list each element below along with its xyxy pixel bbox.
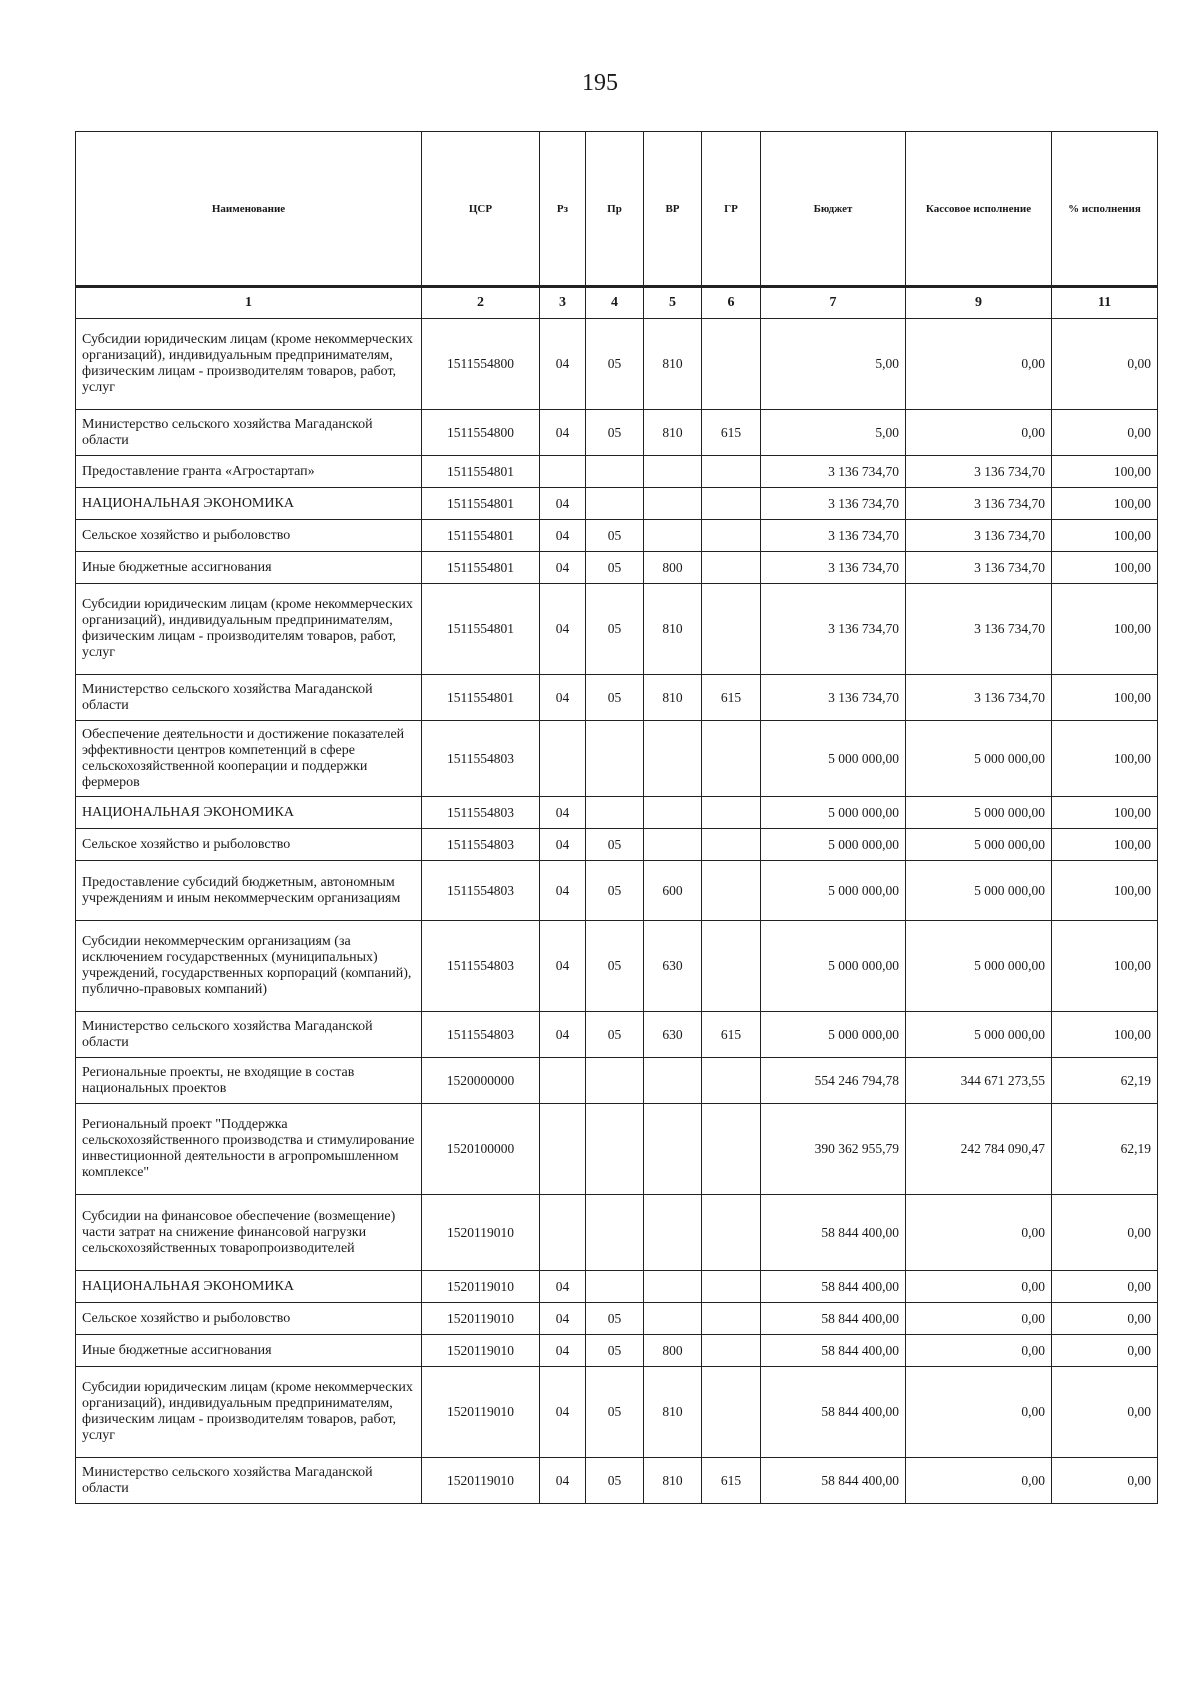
cell-cash: 5 000 000,00: [906, 921, 1052, 1012]
cell-percent: 0,00: [1052, 410, 1158, 456]
header-vr: ВР: [644, 132, 702, 287]
cell-csr: 1511554803: [422, 721, 540, 797]
cell-percent: 0,00: [1052, 1271, 1158, 1303]
header-pr: Пр: [586, 132, 644, 287]
cell-pr: 05: [586, 520, 644, 552]
header-rz: Рз: [540, 132, 586, 287]
cell-budget: 5,00: [761, 410, 906, 456]
cell-csr: 1520119010: [422, 1458, 540, 1504]
budget-execution-table: [75, 131, 1158, 1504]
cell-csr: 1511554801: [422, 456, 540, 488]
cell-rz: 04: [540, 829, 586, 861]
table-row: [76, 861, 1158, 921]
column-header-row: [76, 132, 1158, 287]
cell-cash: 0,00: [906, 1335, 1052, 1367]
cell-cash: 0,00: [906, 1195, 1052, 1271]
table-row: [76, 520, 1158, 552]
cell-cash: 0,00: [906, 319, 1052, 410]
cell-name: Сельское хозяйство и рыболовство: [76, 829, 422, 861]
column-number: 1: [76, 287, 422, 319]
cell-pr: [586, 1104, 644, 1195]
cell-gr: [702, 1335, 761, 1367]
cell-name: Региональный проект "Поддержка сельскохозяйственного производства и стимулирование инвестиционной деятельности в агропромышленном комплексе": [76, 1104, 422, 1195]
cell-gr: [702, 1058, 761, 1104]
cell-vr: [644, 456, 702, 488]
cell-rz: 04: [540, 797, 586, 829]
cell-gr: 615: [702, 410, 761, 456]
table-row: [76, 488, 1158, 520]
cell-csr: 1511554800: [422, 410, 540, 456]
cell-csr: 1511554801: [422, 552, 540, 584]
cell-budget: 3 136 734,70: [761, 552, 906, 584]
table-row: [76, 1367, 1158, 1458]
cell-budget: 3 136 734,70: [761, 456, 906, 488]
table-row: [76, 584, 1158, 675]
cell-percent: 62,19: [1052, 1104, 1158, 1195]
cell-rz: 04: [540, 1271, 586, 1303]
cell-rz: 04: [540, 1458, 586, 1504]
cell-rz: 04: [540, 1303, 586, 1335]
cell-name: Региональные проекты, не входящие в состав национальных проектов: [76, 1058, 422, 1104]
cell-cash: 344 671 273,55: [906, 1058, 1052, 1104]
cell-percent: 62,19: [1052, 1058, 1158, 1104]
cell-budget: 3 136 734,70: [761, 488, 906, 520]
cell-gr: [702, 861, 761, 921]
cell-vr: 630: [644, 921, 702, 1012]
cell-vr: [644, 1195, 702, 1271]
column-number: 4: [586, 287, 644, 319]
cell-cash: 242 784 090,47: [906, 1104, 1052, 1195]
cell-rz: [540, 721, 586, 797]
cell-vr: [644, 520, 702, 552]
cell-pr: 05: [586, 1012, 644, 1058]
cell-pr: 05: [586, 921, 644, 1012]
cell-cash: 3 136 734,70: [906, 520, 1052, 552]
cell-gr: [702, 456, 761, 488]
cell-gr: [702, 829, 761, 861]
cell-gr: [702, 721, 761, 797]
cell-vr: 630: [644, 1012, 702, 1058]
table-row: [76, 1195, 1158, 1271]
cell-budget: 5 000 000,00: [761, 1012, 906, 1058]
cell-name: Обеспечение деятельности и достижение показателей эффективности центров компетенций в сфере сельскохозяйственной кооперации и поддержки фермеров: [76, 721, 422, 797]
cell-csr: 1520119010: [422, 1303, 540, 1335]
table-body: [76, 319, 1158, 1504]
cell-gr: [702, 520, 761, 552]
cell-name: Субсидии юридическим лицам (кроме некоммерческих организаций), индивидуальным предпринимателям, физическим лицам - производителям товаров, работ, услуг: [76, 319, 422, 410]
cell-budget: 554 246 794,78: [761, 1058, 906, 1104]
cell-vr: 810: [644, 410, 702, 456]
cell-rz: [540, 1058, 586, 1104]
cell-pr: [586, 488, 644, 520]
cell-gr: [702, 1104, 761, 1195]
cell-rz: 04: [540, 861, 586, 921]
cell-csr: 1511554803: [422, 829, 540, 861]
table-row: [76, 797, 1158, 829]
cell-percent: 100,00: [1052, 488, 1158, 520]
cell-cash: 3 136 734,70: [906, 584, 1052, 675]
cell-name: Субсидии некоммерческим организациям (за исключением государственных (муниципальных) учреждений, государственных корпораций (компаний), публично-правовых компаний): [76, 921, 422, 1012]
cell-cash: 5 000 000,00: [906, 721, 1052, 797]
cell-percent: 100,00: [1052, 829, 1158, 861]
cell-vr: 810: [644, 675, 702, 721]
cell-cash: 3 136 734,70: [906, 488, 1052, 520]
cell-cash: 0,00: [906, 1303, 1052, 1335]
cell-csr: 1511554801: [422, 488, 540, 520]
cell-rz: 04: [540, 319, 586, 410]
cell-rz: 04: [540, 584, 586, 675]
cell-name: Иные бюджетные ассигнования: [76, 552, 422, 584]
cell-name: Министерство сельского хозяйства Магаданской области: [76, 1012, 422, 1058]
cell-budget: 5 000 000,00: [761, 861, 906, 921]
cell-vr: [644, 1271, 702, 1303]
cell-pr: 05: [586, 829, 644, 861]
cell-budget: 3 136 734,70: [761, 675, 906, 721]
cell-gr: [702, 1271, 761, 1303]
cell-percent: 100,00: [1052, 797, 1158, 829]
table-row: [76, 1335, 1158, 1367]
cell-gr: [702, 552, 761, 584]
cell-gr: 615: [702, 1458, 761, 1504]
cell-percent: 0,00: [1052, 1195, 1158, 1271]
table-row: [76, 1104, 1158, 1195]
cell-percent: 100,00: [1052, 552, 1158, 584]
cell-csr: 1511554801: [422, 675, 540, 721]
cell-gr: 615: [702, 1012, 761, 1058]
column-number: 9: [906, 287, 1052, 319]
table-row: [76, 456, 1158, 488]
cell-cash: 5 000 000,00: [906, 1012, 1052, 1058]
cell-rz: 04: [540, 675, 586, 721]
cell-gr: [702, 1303, 761, 1335]
cell-csr: 1520119010: [422, 1195, 540, 1271]
cell-vr: 810: [644, 319, 702, 410]
cell-vr: [644, 1058, 702, 1104]
cell-rz: 04: [540, 921, 586, 1012]
cell-vr: [644, 797, 702, 829]
column-number: 7: [761, 287, 906, 319]
cell-percent: 100,00: [1052, 921, 1158, 1012]
cell-name: Субсидии юридическим лицам (кроме некоммерческих организаций), индивидуальным предпринимателям, физическим лицам - производителям товаров, работ, услуг: [76, 584, 422, 675]
cell-percent: 0,00: [1052, 1458, 1158, 1504]
cell-rz: 04: [540, 1012, 586, 1058]
table-row: [76, 921, 1158, 1012]
column-number-row: [76, 287, 1158, 319]
cell-vr: 600: [644, 861, 702, 921]
cell-pr: 05: [586, 1367, 644, 1458]
cell-name: Министерство сельского хозяйства Магаданской области: [76, 410, 422, 456]
header-csr: ЦСР: [422, 132, 540, 287]
cell-percent: 0,00: [1052, 1335, 1158, 1367]
page-number: 195: [582, 70, 618, 96]
header-budget: Бюджет: [761, 132, 906, 287]
cell-name: Субсидии на финансовое обеспечение (возмещение) части затрат на снижение финансовой нагрузки сельскохозяйственных товаропроизводителей: [76, 1195, 422, 1271]
cell-rz: 04: [540, 1335, 586, 1367]
cell-name: Субсидии юридическим лицам (кроме некоммерческих организаций), индивидуальным предпринимателям, физическим лицам - производителям товаров, работ, услуг: [76, 1367, 422, 1458]
cell-budget: 58 844 400,00: [761, 1335, 906, 1367]
header-name: Наименование: [76, 132, 422, 287]
cell-rz: 04: [540, 1367, 586, 1458]
cell-gr: 615: [702, 675, 761, 721]
cell-rz: [540, 1104, 586, 1195]
cell-cash: 0,00: [906, 410, 1052, 456]
cell-csr: 1520119010: [422, 1335, 540, 1367]
cell-budget: 5 000 000,00: [761, 829, 906, 861]
cell-csr: 1511554803: [422, 797, 540, 829]
cell-name: Министерство сельского хозяйства Магаданской области: [76, 1458, 422, 1504]
table-row: [76, 721, 1158, 797]
cell-pr: 05: [586, 861, 644, 921]
cell-budget: 5,00: [761, 319, 906, 410]
table-row: [76, 829, 1158, 861]
cell-name: Сельское хозяйство и рыболовство: [76, 1303, 422, 1335]
cell-budget: 5 000 000,00: [761, 921, 906, 1012]
table-row: [76, 1303, 1158, 1335]
cell-vr: 810: [644, 584, 702, 675]
cell-gr: [702, 584, 761, 675]
cell-pr: [586, 1058, 644, 1104]
table-row: [76, 1012, 1158, 1058]
cell-gr: [702, 319, 761, 410]
cell-gr: [702, 1195, 761, 1271]
cell-name: НАЦИОНАЛЬНАЯ ЭКОНОМИКА: [76, 797, 422, 829]
cell-name: НАЦИОНАЛЬНАЯ ЭКОНОМИКА: [76, 488, 422, 520]
cell-vr: [644, 1104, 702, 1195]
cell-name: Предоставление гранта «Агростартап»: [76, 456, 422, 488]
cell-csr: 1511554803: [422, 921, 540, 1012]
cell-percent: 100,00: [1052, 721, 1158, 797]
cell-rz: [540, 1195, 586, 1271]
cell-percent: 100,00: [1052, 456, 1158, 488]
table-row: [76, 410, 1158, 456]
table-row: [76, 675, 1158, 721]
cell-percent: 100,00: [1052, 861, 1158, 921]
cell-budget: 58 844 400,00: [761, 1195, 906, 1271]
cell-percent: 0,00: [1052, 1367, 1158, 1458]
cell-csr: 1511554803: [422, 861, 540, 921]
cell-vr: [644, 829, 702, 861]
cell-name: Министерство сельского хозяйства Магаданской области: [76, 675, 422, 721]
cell-rz: 04: [540, 552, 586, 584]
header-cash: Кассовое исполнение: [906, 132, 1052, 287]
column-number: 3: [540, 287, 586, 319]
cell-percent: 100,00: [1052, 675, 1158, 721]
table-row: [76, 319, 1158, 410]
cell-pr: 05: [586, 410, 644, 456]
cell-pr: [586, 456, 644, 488]
cell-cash: 3 136 734,70: [906, 675, 1052, 721]
cell-name: Сельское хозяйство и рыболовство: [76, 520, 422, 552]
cell-percent: 0,00: [1052, 1303, 1158, 1335]
cell-budget: 58 844 400,00: [761, 1303, 906, 1335]
cell-cash: 3 136 734,70: [906, 552, 1052, 584]
cell-name: Предоставление субсидий бюджетным, автономным учреждениям и иным некоммерческим организациям: [76, 861, 422, 921]
cell-pr: [586, 721, 644, 797]
column-number: 6: [702, 287, 761, 319]
header-percent: % исполнения: [1052, 132, 1158, 287]
cell-cash: 0,00: [906, 1458, 1052, 1504]
cell-gr: [702, 921, 761, 1012]
header-gr: ГР: [702, 132, 761, 287]
cell-vr: [644, 488, 702, 520]
column-number: 2: [422, 287, 540, 319]
cell-csr: 1520100000: [422, 1104, 540, 1195]
cell-percent: 100,00: [1052, 584, 1158, 675]
cell-pr: [586, 1195, 644, 1271]
cell-pr: 05: [586, 1458, 644, 1504]
cell-budget: 3 136 734,70: [761, 584, 906, 675]
cell-pr: 05: [586, 675, 644, 721]
cell-budget: 58 844 400,00: [761, 1367, 906, 1458]
cell-csr: 1511554803: [422, 1012, 540, 1058]
table-row: [76, 552, 1158, 584]
table-row: [76, 1458, 1158, 1504]
column-number: 11: [1052, 287, 1158, 319]
cell-budget: 58 844 400,00: [761, 1271, 906, 1303]
cell-name: Иные бюджетные ассигнования: [76, 1335, 422, 1367]
cell-percent: 0,00: [1052, 319, 1158, 410]
cell-percent: 100,00: [1052, 1012, 1158, 1058]
cell-budget: 3 136 734,70: [761, 520, 906, 552]
cell-pr: [586, 797, 644, 829]
cell-budget: 5 000 000,00: [761, 797, 906, 829]
cell-vr: 800: [644, 1335, 702, 1367]
cell-budget: 390 362 955,79: [761, 1104, 906, 1195]
cell-percent: 100,00: [1052, 520, 1158, 552]
cell-rz: 04: [540, 410, 586, 456]
cell-csr: 1511554801: [422, 520, 540, 552]
cell-pr: 05: [586, 584, 644, 675]
column-number: 5: [644, 287, 702, 319]
cell-vr: 800: [644, 552, 702, 584]
table-row: [76, 1271, 1158, 1303]
cell-vr: [644, 1303, 702, 1335]
cell-gr: [702, 797, 761, 829]
cell-pr: 05: [586, 319, 644, 410]
cell-vr: 810: [644, 1367, 702, 1458]
cell-csr: 1520119010: [422, 1271, 540, 1303]
cell-pr: 05: [586, 552, 644, 584]
cell-gr: [702, 1367, 761, 1458]
cell-cash: 5 000 000,00: [906, 797, 1052, 829]
cell-cash: 3 136 734,70: [906, 456, 1052, 488]
cell-vr: 810: [644, 1458, 702, 1504]
cell-csr: 1511554801: [422, 584, 540, 675]
cell-pr: [586, 1271, 644, 1303]
cell-rz: 04: [540, 520, 586, 552]
cell-budget: 58 844 400,00: [761, 1458, 906, 1504]
cell-csr: 1520119010: [422, 1367, 540, 1458]
table-row: [76, 1058, 1158, 1104]
cell-vr: [644, 721, 702, 797]
cell-budget: 5 000 000,00: [761, 721, 906, 797]
cell-cash: 5 000 000,00: [906, 829, 1052, 861]
cell-cash: 0,00: [906, 1367, 1052, 1458]
cell-rz: [540, 456, 586, 488]
cell-cash: 5 000 000,00: [906, 861, 1052, 921]
cell-gr: [702, 488, 761, 520]
cell-pr: 05: [586, 1303, 644, 1335]
cell-csr: 1511554800: [422, 319, 540, 410]
cell-csr: 1520000000: [422, 1058, 540, 1104]
cell-pr: 05: [586, 1335, 644, 1367]
cell-cash: 0,00: [906, 1271, 1052, 1303]
cell-rz: 04: [540, 488, 586, 520]
cell-name: НАЦИОНАЛЬНАЯ ЭКОНОМИКА: [76, 1271, 422, 1303]
